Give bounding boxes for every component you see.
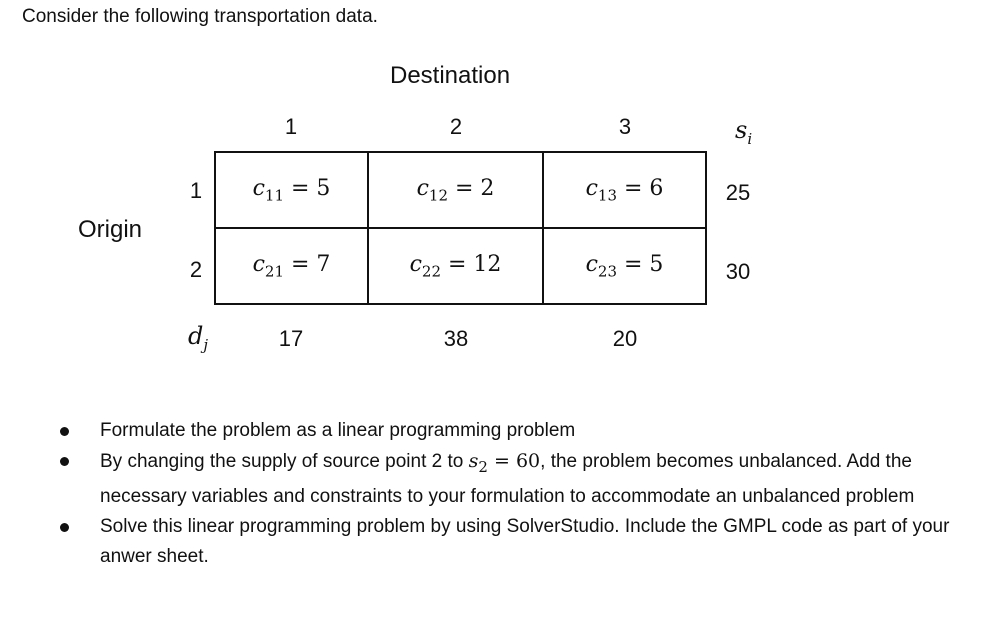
task-text-after: , the problem becomes unbalanced. Add the necessary variables and constraints to your formulation to accommodate an unbalanced problem — [100, 451, 915, 507]
supply-value-1: 25 — [725, 180, 751, 205]
cost-cell-22: $c_{22} = 12$ — [368, 228, 543, 304]
demand-value-3: 20 — [612, 326, 638, 351]
table-row — [215, 228, 706, 304]
supply-equation: $s_2 = 60$ — [468, 450, 541, 476]
bullet-icon — [60, 427, 69, 436]
row-header-1: 1 — [189, 178, 203, 203]
task-text: Formulate the problem as a linear programming problem — [100, 420, 576, 441]
supply-header: $s_i$ — [735, 116, 753, 148]
demand-value-1: 17 — [278, 326, 304, 351]
column-header-2: 2 — [449, 114, 463, 139]
origin-label: Origin — [78, 216, 143, 243]
cost-cell-11: $c_{11} = 5$ — [215, 152, 368, 228]
cost-table — [214, 151, 707, 305]
demand-label: $d_j$ — [188, 322, 209, 354]
intro-text: Consider the following transportation data. — [22, 6, 378, 27]
bullet-icon — [60, 457, 69, 466]
bullet-icon — [60, 523, 69, 532]
cost-cell-12: $c_{12} = 2$ — [368, 152, 543, 228]
row-header-2: 2 — [189, 257, 203, 282]
destination-label: Destination — [390, 62, 511, 89]
demand-value-2: 38 — [443, 326, 469, 351]
list-item — [58, 446, 973, 512]
task-list — [58, 416, 973, 572]
task-text-before: By changing the supply of source point 2 to — [100, 451, 469, 472]
table-row — [215, 152, 706, 228]
supply-value-2: 30 — [725, 259, 751, 284]
column-header-1: 1 — [284, 114, 298, 139]
list-item — [58, 416, 973, 446]
cost-cell-21: $c_{21} = 7$ — [215, 228, 368, 304]
task-text: Solve this linear programming problem by using SolverStudio. Include the GMPL code as part of your anwer sheet. — [100, 515, 950, 567]
column-header-3: 3 — [618, 114, 632, 139]
cost-cell-23: $c_{23} = 5$ — [543, 228, 706, 304]
cost-cell-13: $c_{13} = 6$ — [543, 152, 706, 228]
list-item — [58, 512, 973, 572]
